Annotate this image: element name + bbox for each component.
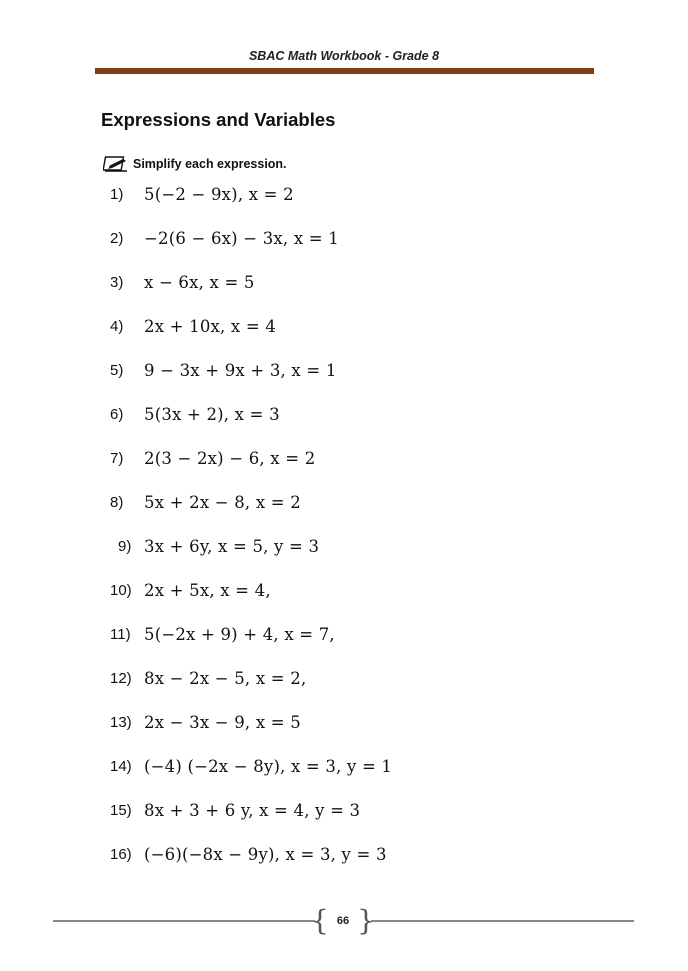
problem-item (110, 577, 271, 603)
running-header: SBAC Math Workbook - Grade 8 (248, 49, 440, 63)
problem-number: 9) (118, 537, 132, 555)
instruction-text: Simplify each expression. (133, 157, 287, 171)
problem-expression: 5(−2 − 9x), x = 2 (144, 184, 294, 204)
problem-item (118, 533, 319, 559)
problem-number: 4) (110, 317, 124, 335)
pencil-paper-icon (103, 154, 133, 174)
section-title: Expressions and Variables (101, 109, 336, 130)
problem-number: 12) (110, 669, 132, 687)
problem-number: 1) (110, 185, 124, 203)
problem-item (110, 841, 387, 867)
problem-item (110, 665, 306, 691)
problem-expression: −2(6 − 6x) − 3x, x = 1 (144, 228, 339, 248)
problem-item (110, 445, 315, 471)
problem-number: 7) (110, 449, 124, 467)
problem-expression: 9 − 3x + 9x + 3, x = 1 (144, 360, 337, 380)
problem-expression: (−4) (−2x − 8y), x = 3, y = 1 (144, 756, 393, 776)
header-rule (95, 68, 594, 74)
problem-expression: 2(3 − 2x) − 6, x = 2 (144, 448, 316, 468)
problem-expression: (−6)(−8x − 9y), x = 3, y = 3 (144, 844, 387, 864)
problem-number: 2) (110, 229, 124, 247)
problem-item (110, 269, 255, 295)
problem-item (110, 357, 337, 383)
problem-number: 10) (110, 581, 132, 599)
problem-expression: 5(3x + 2), x = 3 (144, 404, 280, 424)
instruction (103, 154, 287, 174)
problem-item (110, 489, 301, 515)
problem-number: 15) (110, 801, 132, 819)
page-number: 66 (336, 915, 350, 927)
problem-expression: x − 6x, x = 5 (144, 272, 255, 292)
problem-item (110, 225, 339, 251)
footer-rule-left (53, 920, 315, 922)
problem-expression: 2x − 3x − 9, x = 5 (144, 712, 301, 732)
problem-number: 5) (110, 361, 124, 379)
problem-expression: 5(−2x + 9) + 4, x = 7, (144, 624, 335, 644)
problem-expression: 8x − 2x − 5, x = 2, (144, 668, 307, 688)
problem-number: 3) (110, 273, 124, 291)
problem-item (110, 621, 335, 647)
problem-item (110, 181, 294, 207)
problem-item (110, 797, 360, 823)
problem-item (110, 753, 392, 779)
problem-expression: 2x + 5x, x = 4, (144, 580, 271, 600)
footer-rule-right (371, 920, 634, 922)
problem-item (110, 401, 280, 427)
problem-expression: 3x + 6y, x = 5, y = 3 (144, 536, 320, 556)
problem-number: 6) (110, 405, 124, 423)
right-brace-icon: } (357, 904, 375, 937)
left-brace-icon: { (311, 904, 329, 937)
problem-expression: 2x + 10x, x = 4 (144, 316, 277, 336)
problem-number: 8) (110, 493, 124, 511)
problem-number: 13) (110, 713, 132, 731)
page-number-box (311, 904, 375, 937)
problem-number: 14) (110, 757, 132, 775)
problem-item (110, 709, 301, 735)
problem-expression: 8x + 3 + 6 y, x = 4, y = 3 (144, 800, 361, 820)
problem-number: 11) (110, 625, 131, 643)
problem-expression: 5x + 2x − 8, x = 2 (144, 492, 301, 512)
problem-item (110, 313, 276, 339)
problem-number: 16) (110, 845, 132, 863)
